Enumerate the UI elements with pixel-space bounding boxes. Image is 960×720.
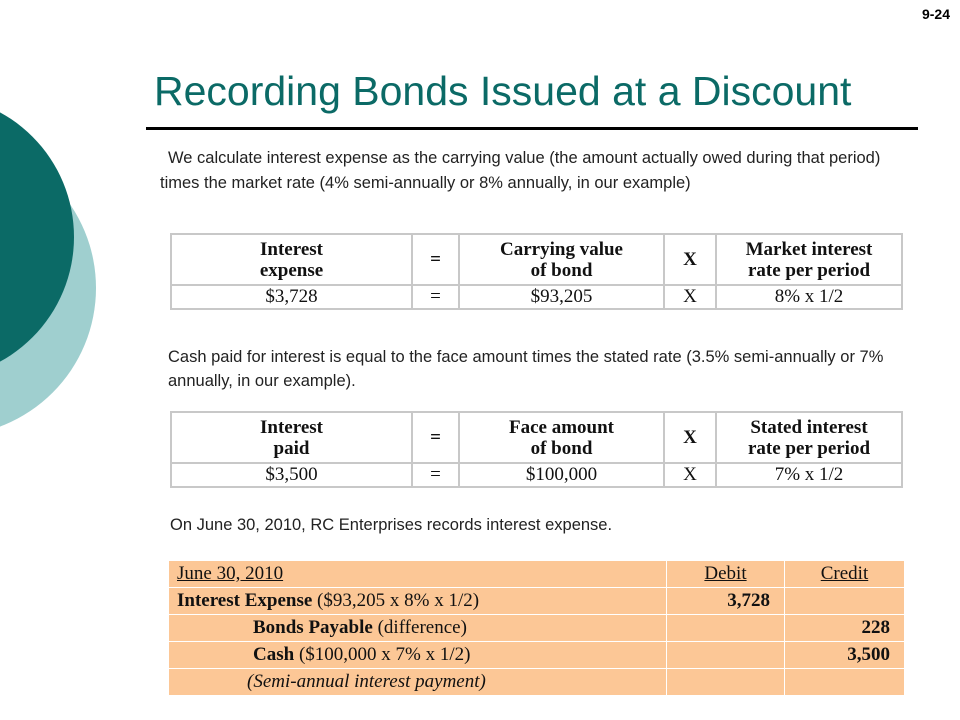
credit-amount: 228 (785, 615, 905, 642)
journal-entry-table (168, 560, 905, 696)
debit-amount: 3,728 (667, 588, 785, 615)
equals-sign: = (412, 285, 459, 309)
formula-header-row (171, 234, 902, 285)
formula-header-row (171, 412, 902, 463)
slide-number: 9-24 (921, 6, 950, 22)
value-interest-paid: $3,500 (171, 463, 412, 487)
title-underline (146, 127, 918, 130)
credit-amount: 3,500 (785, 642, 905, 669)
account-detail: (difference) (372, 617, 467, 638)
credit-header: Credit (785, 561, 905, 588)
journal-date: June 30, 2010 (169, 561, 667, 588)
equals-sign: = (412, 234, 459, 285)
journal-row-interest-expense (169, 588, 905, 615)
times-sign: X (664, 234, 716, 285)
value-market-rate: 8% x 1/2 (716, 285, 902, 309)
formula-header-carrying-value: Carrying value of bond (459, 234, 664, 285)
value-carrying-value: $93,205 (459, 285, 664, 309)
journal-entry-intro: On June 30, 2010, RC Enterprises records interest expense. (170, 516, 613, 534)
journal-row-cash (169, 642, 905, 669)
times-sign: X (664, 463, 716, 487)
interest-expense-explanation: We calculate interest expense as the carrying value (the amount actually owed during that period) times the market rate (4% semi-annually or 8% annually, in our example) (160, 149, 881, 192)
cash-paid-explanation: Cash paid for interest is equal to the face amount times the stated rate (3.5% semi-annually or 7% annually, in our example). (168, 348, 884, 390)
value-stated-rate: 7% x 1/2 (716, 463, 902, 487)
times-sign: X (664, 412, 716, 463)
value-face-amount: $100,000 (459, 463, 664, 487)
formula-header-interest-expense: Interest expense (171, 234, 412, 285)
account-name: Interest Expense (177, 590, 313, 611)
account-name: Cash (253, 644, 295, 665)
value-interest-expense: $3,728 (171, 285, 412, 309)
formula-header-interest-paid: Interest paid (171, 412, 412, 463)
times-sign: X (664, 285, 716, 309)
equals-sign: = (412, 463, 459, 487)
interest-paid-formula-table (170, 411, 903, 488)
formula-header-market-rate: Market interest rate per period (716, 234, 902, 285)
formula-header-face-amount: Face amount of bond (459, 412, 664, 463)
debit-header: Debit (667, 561, 785, 588)
equals-sign: = (412, 412, 459, 463)
credit-amount (785, 588, 905, 615)
account-detail: ($100,000 x 7% x 1/2) (294, 644, 471, 665)
formula-value-row (171, 285, 902, 309)
account-detail: ($93,205 x 8% x 1/2) (312, 590, 480, 611)
account-name: Bonds Payable (253, 617, 373, 638)
journal-memo: (Semi-annual interest payment) (169, 669, 667, 696)
journal-row-bonds-payable (169, 615, 905, 642)
interest-expense-formula-table (170, 233, 903, 310)
journal-header-row (169, 561, 905, 588)
formula-value-row (171, 463, 902, 487)
journal-memo-row (169, 669, 905, 696)
debit-amount (667, 642, 785, 669)
formula-header-stated-rate: Stated interest rate per period (716, 412, 902, 463)
slide-title: Recording Bonds Issued at a Discount (154, 68, 852, 114)
debit-amount (667, 615, 785, 642)
